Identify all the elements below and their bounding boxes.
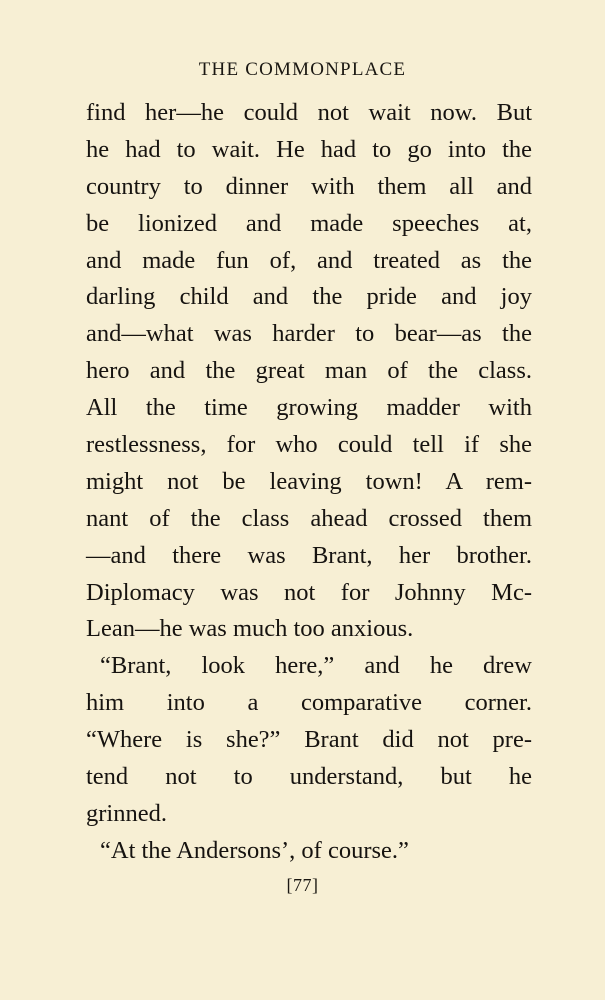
text-line: —and there was Brant, her brother.: [86, 541, 532, 569]
text-line: All the time growing madder with: [86, 394, 532, 422]
text-line: Diplomacy was not for Johnny Mc-: [86, 578, 532, 606]
text-line: be lionized and made speeches at,: [86, 209, 532, 237]
text-line: grinned.: [86, 799, 167, 827]
text-line: “Brant, look here,” and he drew: [100, 652, 532, 680]
text-line: restlessness, for who could tell if she: [86, 431, 532, 459]
text-line: Lean—he was much too anxious.: [86, 615, 414, 643]
body-text: [86, 95, 532, 870]
text-line: and made fun of, and treated as the: [86, 246, 532, 274]
text-line: find her—he could not wait now. But: [86, 99, 532, 126]
text-line: country to dinner with them all and: [86, 172, 532, 200]
text-line: “At the Andersons’, of course.”: [100, 836, 409, 864]
page-number: [77]: [286, 875, 319, 895]
text-line: he had to wait. He had to go into the: [86, 135, 532, 163]
text-line: darling child and the pride and joy: [86, 283, 532, 311]
text-line: hero and the great man of the class.: [86, 357, 532, 385]
text-line: “Where is she?” Brant did not pre-: [86, 726, 532, 754]
text-line: and—what was harder to bear—as the: [86, 320, 532, 348]
text-line: nant of the class ahead crossed them: [86, 504, 532, 532]
running-head: THE COMMONPLACE: [198, 59, 407, 80]
text-line: might not be leaving town! A rem-: [86, 467, 532, 495]
text-line: tend not to understand, but he: [86, 763, 532, 791]
text-line: him into a comparative corner.: [86, 689, 532, 717]
